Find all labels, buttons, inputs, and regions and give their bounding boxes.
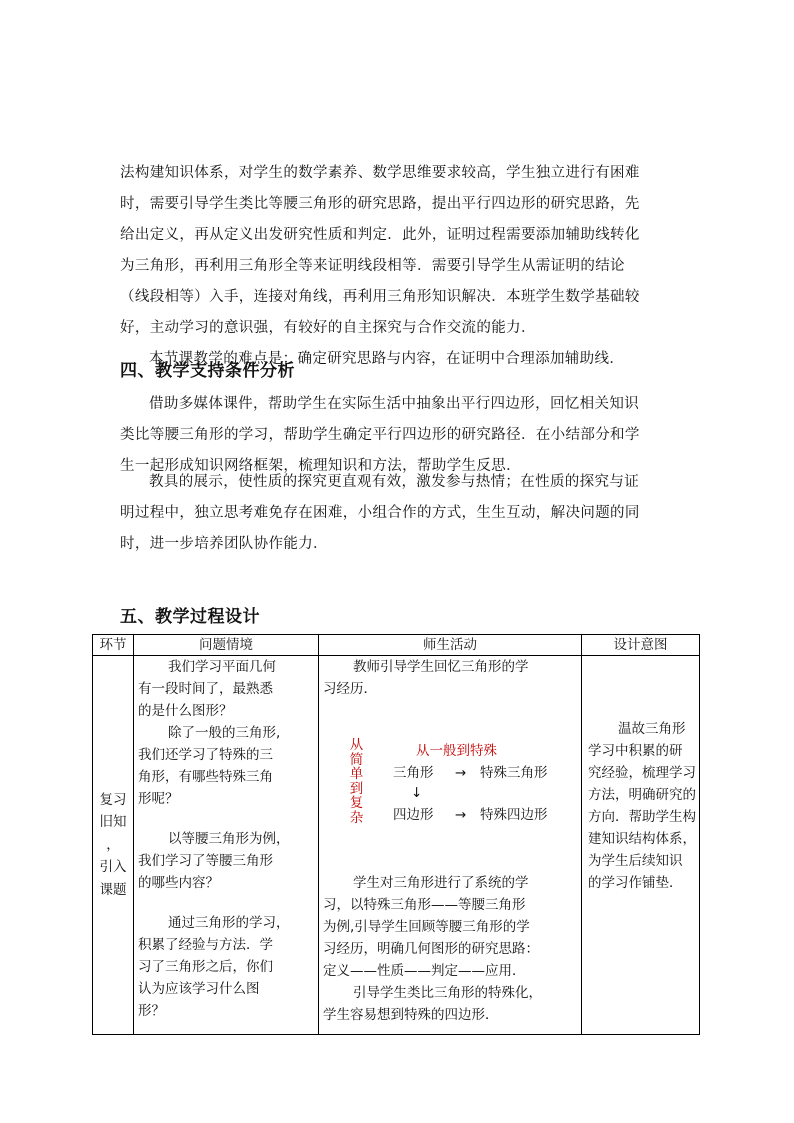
question-line: 积累了经验与方法．学 <box>138 937 273 953</box>
activity-line: 为例,引导学生回顾等腰三角形的学 <box>323 919 530 935</box>
activity-line: 引导学生类比三角形的特殊化， <box>353 985 542 1001</box>
question-line: 习了三角形之后，你们 <box>138 959 273 975</box>
intro-line: （线段相等）入手，连接对角线，再利用三角形知识解决．本班学生数学基础较 <box>120 289 640 305</box>
question-line: 形？ <box>138 1003 165 1019</box>
process-table <box>92 634 700 1035</box>
vertical-label-simple-to-complex <box>349 738 364 825</box>
intent-line: 方法，明确研究的 <box>588 787 696 803</box>
triangle-label: 三角形 <box>393 765 434 781</box>
intent-line: 方向．帮助学生构 <box>588 809 696 825</box>
question-line: 通过三角形的学习， <box>168 915 290 931</box>
header-intent: 设计意图 <box>582 635 700 656</box>
table-header-row <box>93 635 700 656</box>
down-arrow-icon: ↓ <box>411 785 423 801</box>
vertical-char: 简 <box>349 751 364 768</box>
question-line: 我们学习了等腰三角形 <box>138 853 273 869</box>
quadrilateral-label: 四边形 <box>393 807 434 823</box>
stage-text: 旧知 <box>99 814 127 831</box>
intro-line: 为三角形，再利用三角形全等来证明线段相等．需要引导学生从需证明的结论 <box>120 258 625 274</box>
intro-paragraph <box>120 158 680 375</box>
table-row <box>93 656 700 1035</box>
question-line: 除了一般的三角形, <box>168 725 281 741</box>
intent-line: 究经验，梳理学习 <box>588 765 696 781</box>
intent-line: 学习中积累的研 <box>588 743 683 759</box>
difficulty-sentence: 本节课教学的难点是：确定研究思路与内容，在证明中合理添加辅助线． <box>149 351 625 367</box>
section4-line: 类比等腰三角形的学习，帮助学生确定平行四边形的研究路径．在小结部分和学 <box>120 427 640 443</box>
header-activity: 师生活动 <box>319 635 582 656</box>
question-line: 以等腰三角形为例， <box>168 831 290 847</box>
question-line: 认为应该学习什么图 <box>138 981 260 997</box>
intent-line: 温故三角形 <box>618 721 686 737</box>
question-cell <box>134 656 319 1035</box>
question-line: 我们学习平面几何 <box>168 659 276 675</box>
intro-line: 时，需要引导学生类比等腰三角形的研究思路，提出平行四边形的研究思路，先 <box>120 196 640 212</box>
section4-line: 借助多媒体课件，帮助学生在实际生活中抽象出平行四边形，回忆相关知识 <box>149 396 640 412</box>
section4-line: 生一起形成知识网络框架，梳理知识和方法，帮助学生反思． <box>120 458 521 474</box>
section4-title: 四、教学支持条件分析 <box>120 361 295 381</box>
vertical-char: 单 <box>349 766 364 782</box>
intro-line: 好，主动学习的意识强，有较好的自主探究与合作交流的能力． <box>120 320 536 336</box>
right-arrow-icon: → <box>455 807 467 823</box>
question-line: 的哪些内容？ <box>138 875 219 891</box>
general-to-special-label: 从一般到特殊 <box>416 743 497 759</box>
intent-cell <box>582 656 700 1035</box>
header-stage: 环节 <box>93 635 134 656</box>
activity-line: 习经历，明确几何图形的研究思路： <box>323 941 539 957</box>
vertical-char: 从 <box>349 737 364 753</box>
stage-text: ， <box>106 836 120 853</box>
stage-text: 课题 <box>99 881 127 898</box>
right-arrow-icon: → <box>455 765 467 781</box>
intent-line: 为学生后续知识 <box>588 853 683 869</box>
question-line: 形呢？ <box>138 791 179 807</box>
intent-line: 建知识结构体系， <box>588 831 696 847</box>
activity-cell <box>319 656 582 1035</box>
activity-line: 学生容易想到特殊的四边形． <box>323 1007 499 1023</box>
section4-line: 时，进一步培养团队协作能力． <box>120 536 328 552</box>
question-line: 的是什么图形？ <box>138 703 233 719</box>
stage-text: 复习 <box>99 791 127 808</box>
stage-text: 引入 <box>99 859 127 876</box>
intent-line: 的学习作铺垫． <box>588 875 683 891</box>
activity-line: 习，以特殊三角形——等腰三角形 <box>323 897 526 913</box>
question-line: 我们还学习了特殊的三 <box>138 747 273 763</box>
question-line: 有一段时间了，最熟悉 <box>138 681 273 697</box>
vertical-char: 复 <box>349 795 364 811</box>
question-line: 角形，有哪些特殊三角 <box>138 769 273 785</box>
activity-line: 习经历． <box>323 681 377 697</box>
activity-line: 教师引导学生回忆三角形的学 <box>353 659 529 675</box>
activity-line: 定义——性质——判定——应用． <box>323 963 526 979</box>
section4-line: 教具的展示，使性质的探究更直观有效，激发参与热情；在性质的探究与证 <box>149 474 640 490</box>
header-question: 问题情境 <box>134 635 319 656</box>
vertical-char: 杂 <box>349 809 364 826</box>
intro-line: 给出定义，再从定义出发研究性质和判定．此外，证明过程需要添加辅助线转化 <box>120 227 640 243</box>
stage-cell <box>93 656 134 1035</box>
activity-line: 学生对三角形进行了系统的学 <box>353 875 529 891</box>
vertical-char: 到 <box>349 780 364 797</box>
section4-paragraph-2 <box>120 467 680 560</box>
special-quadrilateral-label: 特殊四边形 <box>480 807 548 823</box>
section4-line: 明过程中，独立思考难免存在困难，小组合作的方式，生生互动，解决问题的同 <box>120 505 640 521</box>
section5-title: 五、教学过程设计 <box>120 607 260 627</box>
special-triangle-label: 特殊三角形 <box>480 765 548 781</box>
intro-line: 法构建知识体系，对学生的数学素养、数学思维要求较高，学生独立进行有困难 <box>120 165 640 181</box>
